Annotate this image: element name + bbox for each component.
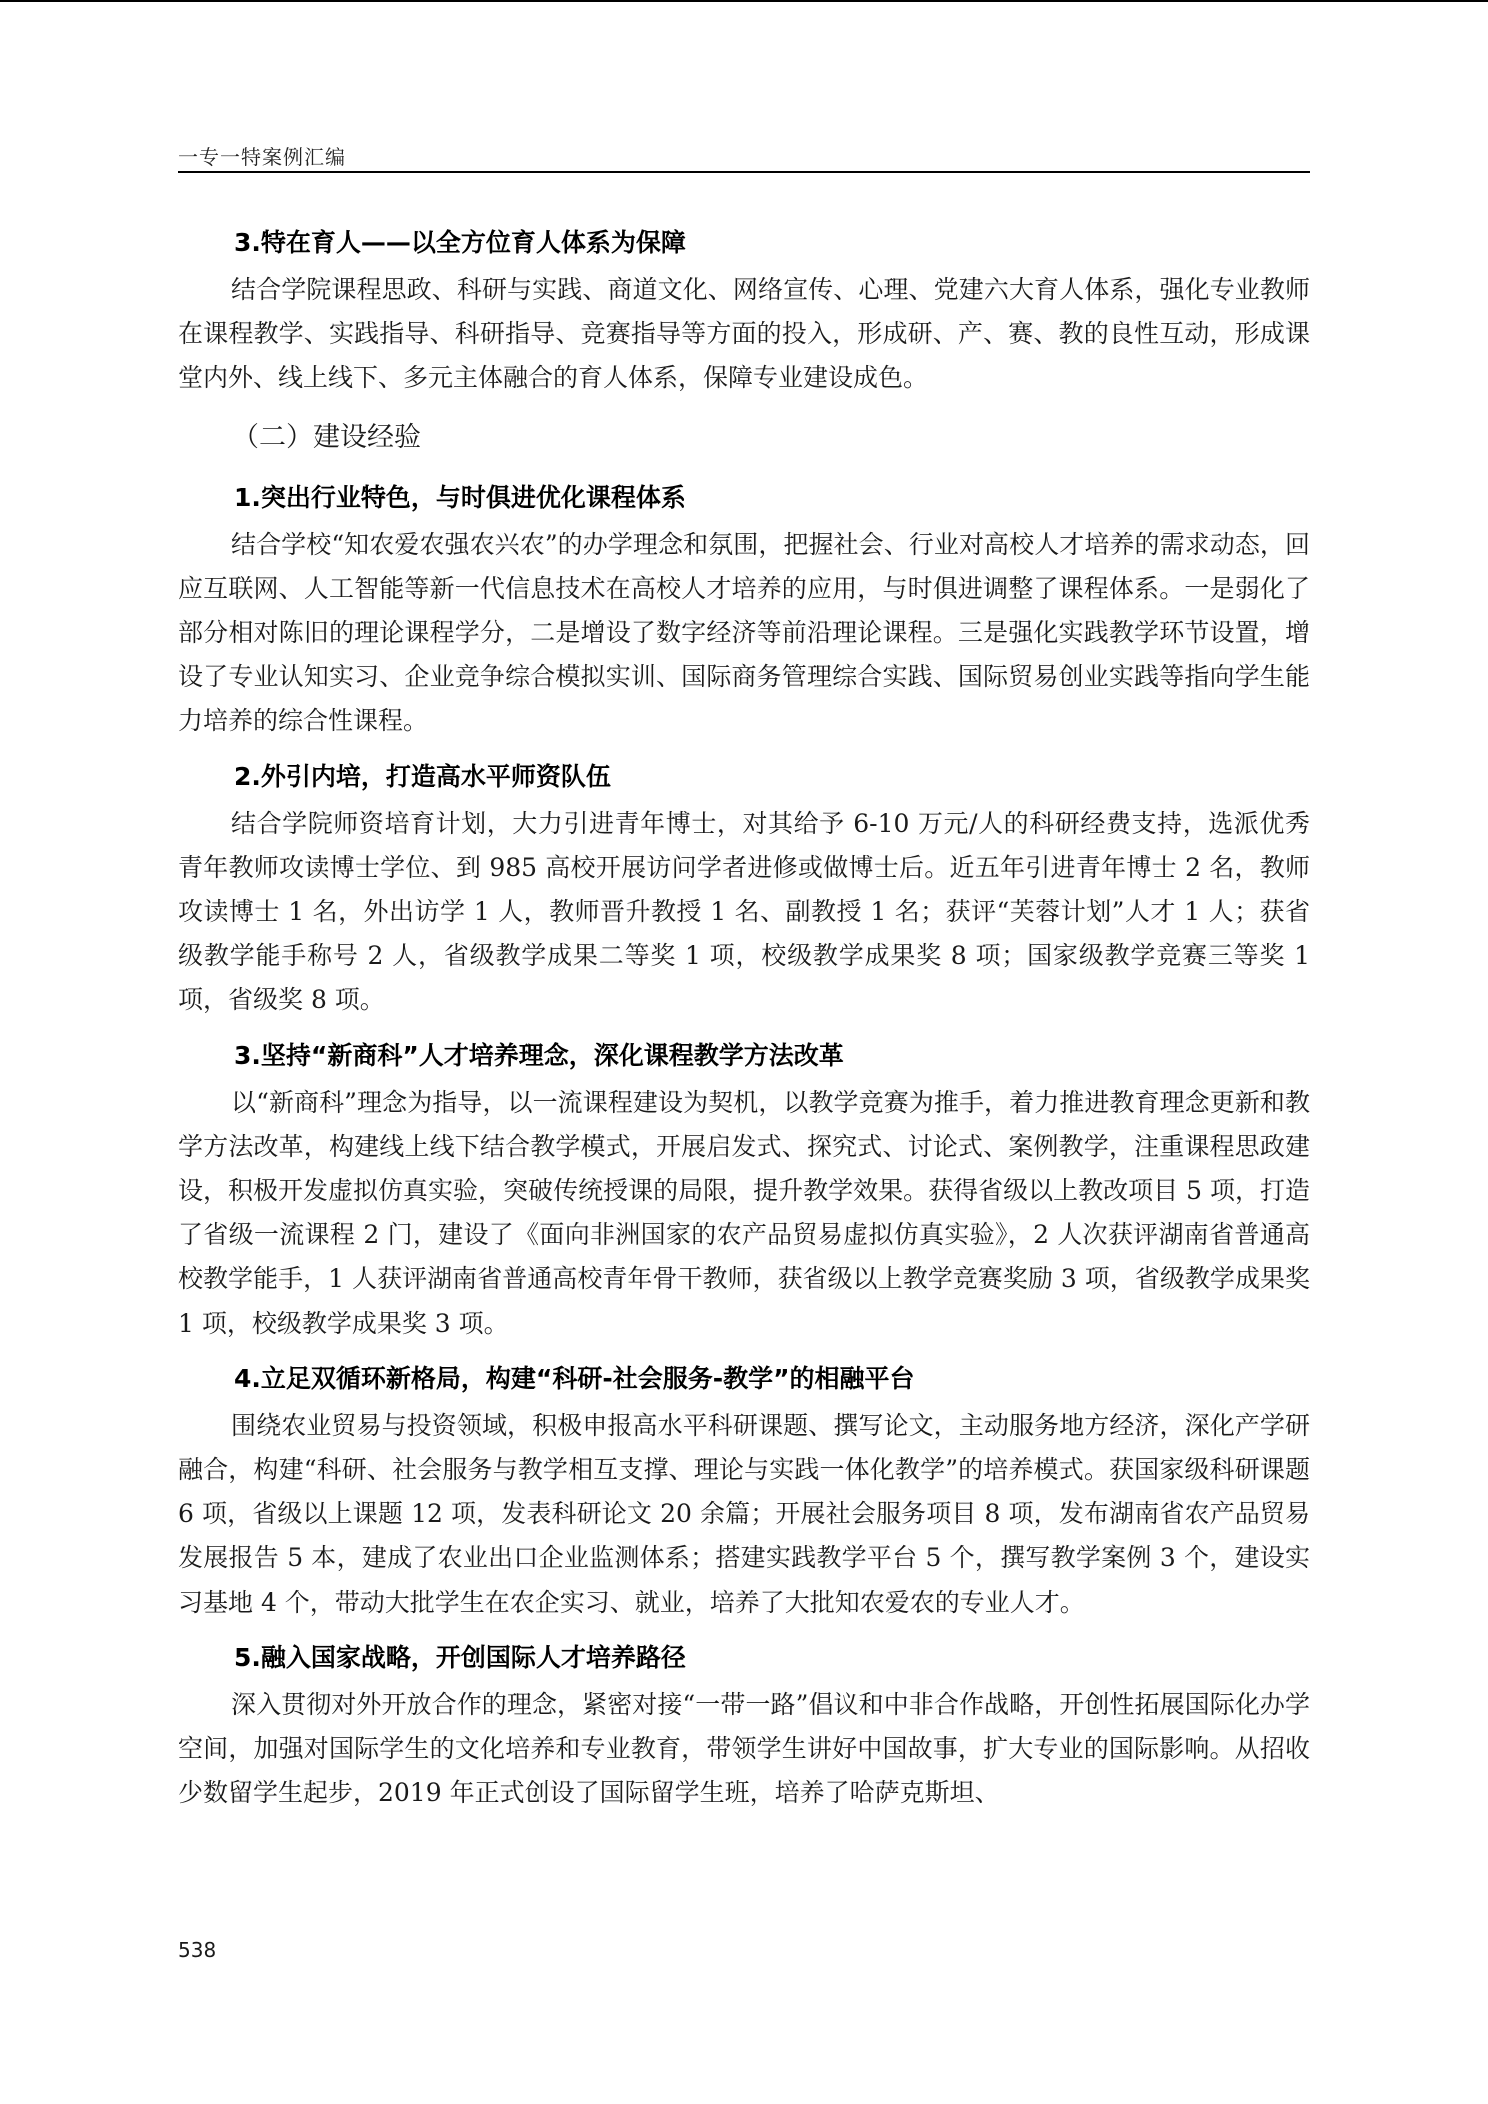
subsection-heading: 1.突出行业特色，与时俱进优化课程体系 [234, 482, 686, 512]
paragraph: 深入贯彻对外开放合作的理念，紧密对接“一带一路”倡议和中非合作战略，开创性拓展国际化办学空间，加强对国际学生的文化培养和专业教育，带领学生讲好中国故事，扩大专业的国际影响。从招收少数留学生起步，2019 年正式创设了国际留学生班，培养了哈萨克斯坦、 [178, 1689, 1310, 1808]
subsection-heading: 3.特在育人——以全方位育人体系为保障 [234, 228, 686, 257]
paragraph: 围绕农业贸易与投资领域，积极申报高水平科研课题、撰写论文，主动服务地方经济，深化产学研融合，构建“科研、社会服务与教学相互支撑、理论与实践一体化教学”的培养模式。获国家级科研课题 6 项，省级以上课题 12 项，发表科研论文 20 余篇；开展社会服务项目 8 项，发布湖南省农产品贸易发展报告 5 本，建成了农业出口企业监测体系；搭建实践教学平台 5 个，撰写教学案例 3 个，建设实习基地 4 个，带动大批学生在农企实习、就业，培养了大批知农爱农的专业人才。 [178, 1410, 1310, 1617]
subsection-heading: 4.立足双循环新格局，构建“科研-社会服务-教学”的相融平台 [234, 1363, 915, 1393]
paragraph: 结合学校“知农爱农强农兴农”的办学理念和氛围，把握社会、行业对高校人才培养的需求动态，回应互联网、人工智能等新一代信息技术在高校人才培养的应用，与时俱进调整了课程体系。一是弱化了部分相对陈旧的理论课程学分，二是增设了数字经济等前沿理论课程。三是强化实践教学环节设置，增设了专业认知实习、企业竞争综合模拟实训、国际商务管理综合实践、国际贸易创业实践等指向学生能力培养的综合性课程。 [178, 529, 1310, 736]
subsection-heading: 2.外引内培，打造高水平师资队伍 [234, 761, 611, 791]
body-content [178, 218, 1310, 1823]
header-rule [178, 171, 1310, 173]
subsection-heading: 3.坚持“新商科”人才培养理念，深化课程教学方法改革 [234, 1040, 844, 1070]
paragraph: 结合学院课程思政、科研与实践、商道文化、网络宣传、心理、党建六大育人体系，强化专业教师在课程教学、实践指导、科研指导、竞赛指导等方面的投入，形成研、产、赛、教的良性互动，形成课堂内外、线上线下、多元主体融合的育人体系，保障专业建设成色。 [178, 275, 1310, 393]
paragraph: 结合学院师资培育计划，大力引进青年博士，对其给予 6-10 万元/人的科研经费支持，选派优秀青年教师攻读博士学位、到 985 高校开展访问学者进修或做博士后。近五年引进青年博士 2 名，教师攻读博士 1 名，外出访学 1 人，教师晋升教授 1 名、副教授 1 名；获评“芙蓉计划”人才 1 人；获省级教学能手称号 2 人，省级教学成果二等奖 1 项，校级教学成果奖 8 项；国家级教学竞赛三等奖 1 项，省级奖 8 项。 [178, 808, 1310, 1015]
running-head: 一专一特案例汇编 [178, 145, 346, 169]
section-heading: （二）建设经验 [232, 421, 421, 453]
paragraph: 以“新商科”理念为指导，以一流课程建设为契机，以教学竞赛为推手，着力推进教育理念更新和教学方法改革，构建线上线下结合教学模式，开展启发式、探究式、讨论式、案例教学，注重课程思政建设，积极开发虚拟仿真实验，突破传统授课的局限，提升教学效果。获得省级以上教改项目 5 项，打造了省级一流课程 2 门，建设了《面向非洲国家的农产品贸易虚拟仿真实验》，2 人次获评湖南省普通高校教学能手，1 人获评湖南省普通高校青年骨干教师，获省级以上教学竞赛奖励 3 项，省级教学成果奖 1 项，校级教学成果奖 3 项。 [178, 1087, 1310, 1338]
subsection-heading: 5.融入国家战略，开创国际人才培养路径 [234, 1642, 686, 1672]
top-border-line [0, 0, 1488, 2]
page-number: 538 [178, 1938, 217, 1962]
